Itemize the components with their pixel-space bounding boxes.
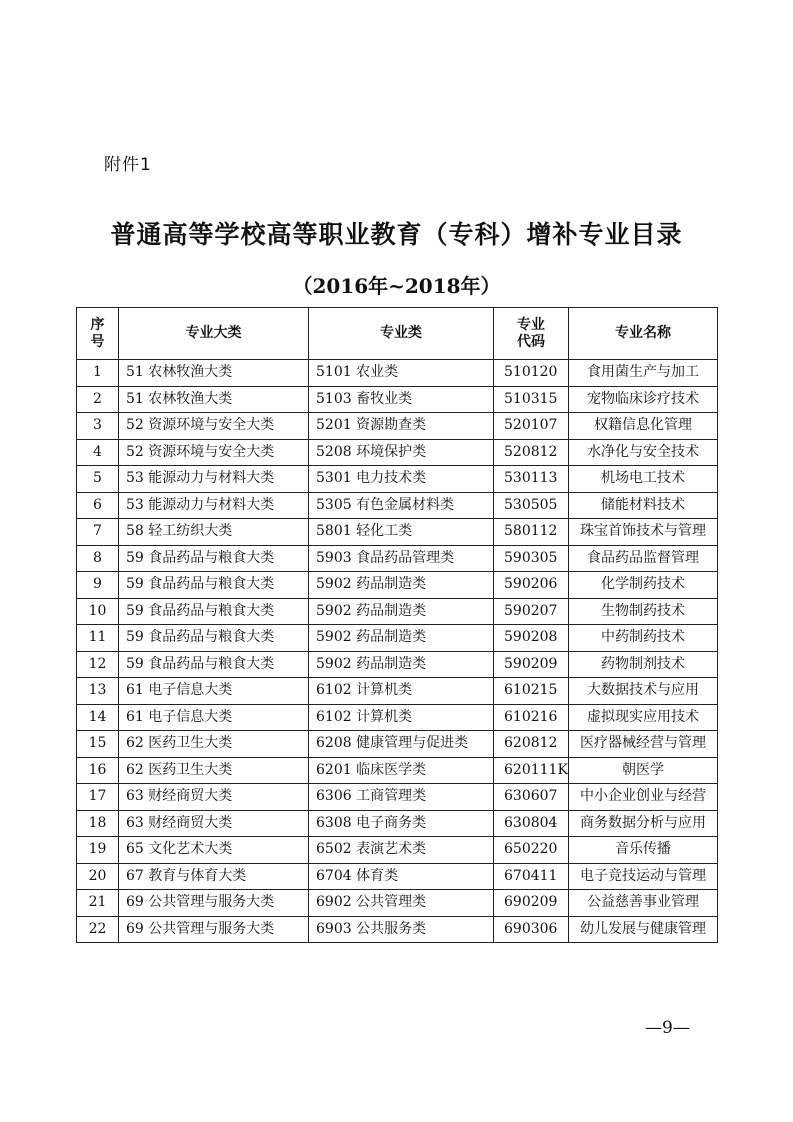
cell-no: 9	[77, 572, 119, 599]
table-row	[77, 598, 718, 625]
cell-category: 65 文化艺术大类	[119, 837, 309, 864]
cell-category: 61 电子信息大类	[119, 678, 309, 705]
cell-no: 16	[77, 757, 119, 784]
page-title: 普通高等学校高等职业教育（专科）增补专业目录	[110, 220, 683, 249]
major-table	[76, 307, 718, 943]
cell-code: 690209	[494, 890, 569, 917]
cell-name: 珠宝首饰技术与管理	[569, 519, 718, 546]
cell-code: 590207	[494, 598, 569, 625]
table-body	[77, 360, 718, 943]
cell-subcategory: 6308 电子商务类	[309, 810, 494, 837]
cell-code: 670411	[494, 863, 569, 890]
cell-code: 650220	[494, 837, 569, 864]
header-no: 序号	[77, 308, 119, 360]
cell-code: 610216	[494, 704, 569, 731]
table-row	[77, 439, 718, 466]
cell-category: 67 教育与体育大类	[119, 863, 309, 890]
header-name: 专业名称	[569, 308, 718, 360]
cell-no: 5	[77, 466, 119, 493]
cell-name: 音乐传播	[569, 837, 718, 864]
cell-category: 62 医药卫生大类	[119, 731, 309, 758]
cell-no: 1	[77, 360, 119, 387]
cell-code: 530113	[494, 466, 569, 493]
cell-no: 15	[77, 731, 119, 758]
cell-category: 59 食品药品与粮食大类	[119, 625, 309, 652]
cell-name: 幼儿发展与健康管理	[569, 916, 718, 943]
cell-no: 10	[77, 598, 119, 625]
cell-category: 69 公共管理与服务大类	[119, 916, 309, 943]
cell-code: 520812	[494, 439, 569, 466]
cell-name: 朝医学	[569, 757, 718, 784]
cell-no: 18	[77, 810, 119, 837]
cell-name: 大数据技术与应用	[569, 678, 718, 705]
cell-no: 13	[77, 678, 119, 705]
cell-name: 食用菌生产与加工	[569, 360, 718, 387]
cell-name: 医疗器械经营与管理	[569, 731, 718, 758]
cell-name: 权籍信息化管理	[569, 413, 718, 440]
table-row	[77, 784, 718, 811]
cell-name: 化学制药技术	[569, 572, 718, 599]
table-row	[77, 704, 718, 731]
cell-name: 商务数据分析与应用	[569, 810, 718, 837]
cell-subcategory: 5903 食品药品管理类	[309, 545, 494, 572]
table-row	[77, 651, 718, 678]
cell-name: 生物制药技术	[569, 598, 718, 625]
table-row	[77, 413, 718, 440]
cell-code: 590208	[494, 625, 569, 652]
cell-name: 公益慈善事业管理	[569, 890, 718, 917]
cell-category: 51 农林牧渔大类	[119, 360, 309, 387]
cell-subcategory: 5902 药品制造类	[309, 572, 494, 599]
cell-name: 储能材料技术	[569, 492, 718, 519]
cell-subcategory: 6102 计算机类	[309, 678, 494, 705]
cell-subcategory: 6903 公共服务类	[309, 916, 494, 943]
cell-subcategory: 5301 电力技术类	[309, 466, 494, 493]
page-number: —9—	[645, 1018, 690, 1038]
cell-subcategory: 6201 临床医学类	[309, 757, 494, 784]
cell-subcategory: 6704 体育类	[309, 863, 494, 890]
cell-no: 4	[77, 439, 119, 466]
cell-no: 2	[77, 386, 119, 413]
table-row	[77, 572, 718, 599]
header-category: 专业大类	[119, 308, 309, 360]
cell-code: 590206	[494, 572, 569, 599]
table-row	[77, 757, 718, 784]
table-row	[77, 519, 718, 546]
cell-subcategory: 5902 药品制造类	[309, 625, 494, 652]
cell-subcategory: 6502 表演艺术类	[309, 837, 494, 864]
cell-no: 19	[77, 837, 119, 864]
cell-code: 530505	[494, 492, 569, 519]
cell-name: 水净化与安全技术	[569, 439, 718, 466]
table-row	[77, 890, 718, 917]
cell-category: 63 财经商贸大类	[119, 784, 309, 811]
cell-code: 590305	[494, 545, 569, 572]
cell-code: 630607	[494, 784, 569, 811]
cell-category: 52 资源环境与安全大类	[119, 413, 309, 440]
cell-no: 8	[77, 545, 119, 572]
cell-no: 11	[77, 625, 119, 652]
cell-code: 610215	[494, 678, 569, 705]
table-row	[77, 492, 718, 519]
cell-category: 53 能源动力与材料大类	[119, 492, 309, 519]
cell-code: 620812	[494, 731, 569, 758]
cell-name: 中药制药技术	[569, 625, 718, 652]
table-row	[77, 731, 718, 758]
cell-name: 电子竞技运动与管理	[569, 863, 718, 890]
cell-subcategory: 5801 轻化工类	[309, 519, 494, 546]
table-row	[77, 810, 718, 837]
cell-code: 580112	[494, 519, 569, 546]
cell-category: 63 财经商贸大类	[119, 810, 309, 837]
table-row	[77, 545, 718, 572]
cell-category: 53 能源动力与材料大类	[119, 466, 309, 493]
table-row	[77, 360, 718, 387]
cell-code: 630804	[494, 810, 569, 837]
cell-no: 12	[77, 651, 119, 678]
header-subcategory: 专业类	[309, 308, 494, 360]
cell-subcategory: 6102 计算机类	[309, 704, 494, 731]
page-subtitle: （2016年~2018年）	[292, 274, 501, 298]
table-row	[77, 916, 718, 943]
cell-category: 59 食品药品与粮食大类	[119, 545, 309, 572]
cell-code: 510315	[494, 386, 569, 413]
cell-name: 虚拟现实应用技术	[569, 704, 718, 731]
cell-no: 22	[77, 916, 119, 943]
cell-no: 20	[77, 863, 119, 890]
header-code: 专业代码	[494, 308, 569, 360]
cell-name: 宠物临床诊疗技术	[569, 386, 718, 413]
cell-subcategory: 6902 公共管理类	[309, 890, 494, 917]
table-header-row	[77, 308, 718, 360]
cell-subcategory: 5101 农业类	[309, 360, 494, 387]
cell-category: 69 公共管理与服务大类	[119, 890, 309, 917]
cell-no: 14	[77, 704, 119, 731]
cell-code: 590209	[494, 651, 569, 678]
cell-no: 3	[77, 413, 119, 440]
cell-subcategory: 6208 健康管理与促进类	[309, 731, 494, 758]
attachment-label: 附件1	[104, 155, 152, 175]
table-row	[77, 466, 718, 493]
cell-category: 61 电子信息大类	[119, 704, 309, 731]
cell-subcategory: 5305 有色金属材料类	[309, 492, 494, 519]
table-row	[77, 837, 718, 864]
cell-code: 510120	[494, 360, 569, 387]
cell-code: 620111K	[494, 757, 569, 784]
cell-code: 520107	[494, 413, 569, 440]
cell-category: 59 食品药品与粮食大类	[119, 598, 309, 625]
cell-no: 17	[77, 784, 119, 811]
cell-no: 21	[77, 890, 119, 917]
cell-category: 59 食品药品与粮食大类	[119, 651, 309, 678]
cell-subcategory: 6306 工商管理类	[309, 784, 494, 811]
cell-name: 药物制剂技术	[569, 651, 718, 678]
table-row	[77, 678, 718, 705]
cell-category: 59 食品药品与粮食大类	[119, 572, 309, 599]
cell-name: 中小企业创业与经营	[569, 784, 718, 811]
cell-category: 51 农林牧渔大类	[119, 386, 309, 413]
cell-category: 52 资源环境与安全大类	[119, 439, 309, 466]
cell-no: 7	[77, 519, 119, 546]
cell-subcategory: 5208 环境保护类	[309, 439, 494, 466]
cell-subcategory: 5103 畜牧业类	[309, 386, 494, 413]
cell-code: 690306	[494, 916, 569, 943]
table-row	[77, 625, 718, 652]
cell-name: 食品药品监督管理	[569, 545, 718, 572]
table-row	[77, 386, 718, 413]
cell-name: 机场电工技术	[569, 466, 718, 493]
cell-category: 62 医药卫生大类	[119, 757, 309, 784]
table-row	[77, 863, 718, 890]
cell-subcategory: 5902 药品制造类	[309, 651, 494, 678]
cell-no: 6	[77, 492, 119, 519]
cell-subcategory: 5201 资源勘查类	[309, 413, 494, 440]
cell-subcategory: 5902 药品制造类	[309, 598, 494, 625]
cell-category: 58 轻工纺织大类	[119, 519, 309, 546]
